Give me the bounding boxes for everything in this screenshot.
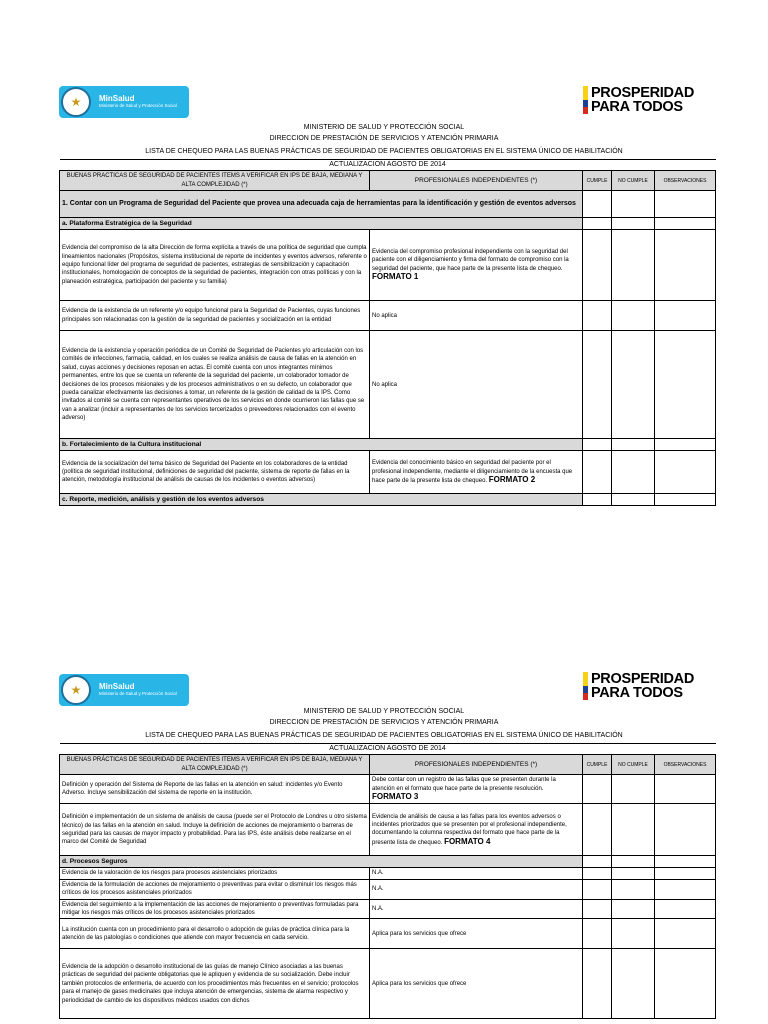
format-label: FORMATO 3 bbox=[372, 792, 419, 802]
observaciones-cell[interactable] bbox=[655, 331, 716, 439]
table-row bbox=[60, 804, 716, 856]
cumple-cell[interactable] bbox=[583, 191, 612, 218]
no-cumple-cell[interactable] bbox=[612, 919, 655, 949]
document-header bbox=[0, 122, 768, 157]
subsection-c: c. Reporte, medición, análisis y gestión de los eventos adversos bbox=[60, 494, 583, 506]
col-no-cumple: NO CUMPLE bbox=[612, 171, 655, 191]
minsalud-logo bbox=[59, 86, 189, 118]
independent-text: Aplica para los servicios que ofrece bbox=[370, 919, 583, 949]
requirement-text: Evidencia de la adopción o desarrollo institucional de las guías de manejo Clínico asociadas a las buenas prácticas de seguridad del paciente obligatorias que le apliquen y evidencia de su socialización. Debe incluir también protocolos de enfermería, de acuerdo con los procedimientos más frecuentes en el servicio; protocolos para el manejo de gases medicinales que incluya atención de emergencias, sistema de alarma respectivo y periodicidad de cambio de los dispositivos médicos usados con dichos bbox=[60, 949, 370, 1019]
requirement-text: Definición e implementación de un sistema de análisis de causa (puede ser el Protocolo de Londres u otro sistema técnico) de las fallas en la atención en salud. Incluye la definición de acciones de mejoramiento o barreras de seguridad para las causas de mayor impacto y probabilidad. Para las IPS, éste análisis debe realizarse en el marco del Comité de Seguridad bbox=[60, 804, 370, 856]
cumple-cell[interactable] bbox=[583, 899, 612, 919]
colombia-flag-icon bbox=[583, 672, 588, 700]
table-row bbox=[60, 949, 716, 1019]
table-row bbox=[60, 451, 716, 494]
requirement-text: Evidencia del seguimiento a la implementación de las acciones de mejoramiento o preventivas formuladas para mitigar los riesgos más críticos de los procesos asistenciales priorizados bbox=[60, 899, 370, 919]
col-practices: BUENAS PRACTICAS DE SEGURIDAD DE PACIENTES ITEMS A VERIFICAR EN IPS DE BAJA, MEDIANA Y ALTA COMPLEJIDAD (*) bbox=[60, 171, 370, 191]
independent-text: N.A. bbox=[370, 899, 583, 919]
table-row bbox=[60, 775, 716, 804]
cumple-cell[interactable] bbox=[583, 775, 612, 804]
independent-text: Evidencia del conocimiento básico en seguridad del paciente por el profesional independiente, mediante el diligenciamiento de la encuesta que hace parte de la presente lista de chequeo. FORMATO 2 bbox=[370, 451, 583, 494]
observaciones-cell[interactable] bbox=[655, 899, 716, 919]
minsalud-logo bbox=[59, 674, 189, 706]
independent-text: No aplica bbox=[370, 331, 583, 439]
observaciones-cell[interactable] bbox=[655, 949, 716, 1019]
table-row bbox=[60, 301, 716, 331]
update-date: ACTUALIZACION AGOSTO DE 2014 bbox=[60, 160, 716, 171]
requirement-text: Evidencia de la formulación de acciones de mejoramiento o preventivas para evitar o disminuir los riesgos más críticos de los procesos asistenciales priorizados bbox=[60, 879, 370, 899]
col-independent: PROFESIONALES INDEPENDIENTES (*) bbox=[370, 171, 583, 191]
independent-text: Aplica para los servicios que ofrece bbox=[370, 949, 583, 1019]
no-cumple-cell[interactable] bbox=[612, 331, 655, 439]
observaciones-cell[interactable] bbox=[655, 230, 716, 301]
independent-text: Evidencia de análisis de causa a las fallas para los eventos adversos o incidentes priorizados que se presenten por el profesional independiente, documentando la columna respectiva del formato que hace parte de la presente lista de chequeo. FORMATO 4 bbox=[370, 804, 583, 856]
ministry-title: MINISTERIO DE SALUD Y PROTECCIÓN SOCIAL bbox=[303, 708, 465, 715]
no-cumple-cell[interactable] bbox=[612, 775, 655, 804]
no-cumple-cell[interactable] bbox=[612, 451, 655, 494]
table-row bbox=[60, 331, 716, 439]
observaciones-cell[interactable] bbox=[655, 191, 716, 218]
coat-of-arms-icon: ★ bbox=[61, 87, 91, 117]
observaciones-cell[interactable] bbox=[655, 879, 716, 899]
subsection-a: a. Plataforma Estratégica de la Seguridad bbox=[60, 218, 583, 230]
observaciones-cell[interactable] bbox=[655, 451, 716, 494]
col-practices: BUENAS PRÁCTICAS DE SEGURIDAD DE PACIENTES ITEMS A VERIFICAR EN IPS DE BAJA, MEDIANA Y ALTA COMPLEJIDAD (*) bbox=[60, 755, 370, 775]
requirement-text: Evidencia del compromiso de la alta Dirección de forma explícita a través de una política de seguridad que cumpla lineamientos nacionales (Propósitos, sistema institucional de reporte de incidentes y eventos adversos, referente o equipo funcional líder del programa de seguridad de pacientes, estrategias de sensibilización y capacitación institucionales, homologación de conceptos de la seguridad de pacientes, integración con otras políticas y con la planeación estratégica, participación del paciente y su familia) bbox=[60, 230, 370, 301]
no-cumple-cell[interactable] bbox=[612, 899, 655, 919]
independent-text: No aplica bbox=[370, 301, 583, 331]
requirement-text: Evidencia de la existencia y operación periódica de un Comité de Seguridad de Pacientes y/o articulación con los comités de infecciones, farmacia, calidad, en los cuales se realiza análisis de causa de fallas en la atención en salud, cuyas acciones y decisiones reposan en actas. El comité cuenta con unos integrantes mínimos permanentes, entre los que se cuenta un referente de la seguridad del paciente, un colaborador tomador de decisiones de los procesos misionales y de los procesos administrativos o en su defecto, un colaborador que pueda canalizar efectivamente las decisiones a tomar, un referente de la gestión de calidad de la IPS. Como invitados al comité se cuenta con representantes operativos de los servicios en donde ocurrieron las fallas que se van a analizar (incluir a representantes de los servicios tercerizados o preveedores relacionados con el evento adverso) bbox=[60, 331, 370, 439]
no-cumple-cell[interactable] bbox=[612, 949, 655, 1019]
col-no-cumple: NO CUMPLE bbox=[612, 755, 655, 775]
document-header bbox=[0, 706, 768, 741]
cumple-cell[interactable] bbox=[583, 879, 612, 899]
observaciones-cell[interactable] bbox=[655, 868, 716, 879]
direction-title: DIRECCION DE PRESTACIÓN DE SERVICIOS Y ATENCIÓN PRIMARIA bbox=[269, 719, 499, 726]
cumple-cell[interactable] bbox=[583, 301, 612, 331]
subsection-b: b. Fortalecimiento de la Cultura institucional bbox=[60, 439, 583, 451]
no-cumple-cell[interactable] bbox=[612, 868, 655, 879]
cumple-cell[interactable] bbox=[583, 919, 612, 949]
cumple-cell[interactable] bbox=[583, 868, 612, 879]
requirement-text: Evidencia de la socialización del tema básico de Seguridad del Paciente en los colaboradores de la entidad (política de seguridad institucional, definiciones de seguridad del paciente, sistema de reporte de fallas en la atención, metodología institucional de análisis de causas de los incidentes o eventos adversos) bbox=[60, 451, 370, 494]
coat-of-arms-icon: ★ bbox=[61, 675, 91, 705]
observaciones-cell[interactable] bbox=[655, 919, 716, 949]
logo-line-1: PROSPERIDAD bbox=[590, 85, 694, 101]
cumple-cell[interactable] bbox=[583, 230, 612, 301]
colombia-flag-icon bbox=[583, 86, 588, 114]
observaciones-cell[interactable] bbox=[655, 775, 716, 804]
format-label: FORMATO 2 bbox=[488, 474, 536, 484]
page-1 bbox=[0, 0, 768, 506]
subsection-d: d. Procesos Seguros bbox=[60, 856, 583, 868]
logo-line-1: PROSPERIDAD bbox=[590, 671, 694, 687]
col-cumple: CUMPLE bbox=[583, 755, 612, 775]
observaciones-cell[interactable] bbox=[655, 301, 716, 331]
checklist-table-1 bbox=[59, 159, 716, 506]
independent-text: N.A. bbox=[370, 879, 583, 899]
table-row bbox=[60, 919, 716, 949]
logo-line-2: PARA TODOS bbox=[590, 685, 683, 701]
page-2 bbox=[0, 588, 768, 1019]
col-cumple: CUMPLE bbox=[583, 171, 612, 191]
checklist-title: LISTA DE CHEQUEO PARA LAS BUENAS PRÁCTICAS DE SEGURIDAD DE PACIENTES OBLIGATORIAS EN EL SISTEMA ÚNICO DE HABILITACIÓN bbox=[145, 148, 623, 155]
independent-text: Debe contar con un registro de las fallas que se presenten durante la atención en el formato que hace parte de la presente resolución. FORMATO 3 bbox=[370, 775, 583, 804]
ministry-title: MINISTERIO DE SALUD Y PROTECCIÓN SOCIAL bbox=[303, 124, 465, 131]
logo-brand: MinSalud bbox=[99, 94, 135, 104]
format-label: FORMATO 1 bbox=[372, 272, 419, 282]
logo-subtitle: Ministerio de Salud y Protección Social bbox=[99, 691, 177, 697]
col-independent: PROFESIONALES INDEPENDIENTES (*) bbox=[370, 755, 583, 775]
no-cumple-cell[interactable] bbox=[612, 191, 655, 218]
prosperidad-logo bbox=[583, 86, 694, 114]
requirement-text: La institución cuenta con un procedimiento para el desarrollo o adopción de guías de práctica clínica para la atención de las patologías o condiciones que atiende con mayor frecuencia en cada servicio. bbox=[60, 919, 370, 949]
logo-brand: MinSalud bbox=[99, 682, 135, 692]
col-observaciones: OBSERVACIONES bbox=[655, 171, 716, 191]
checklist-table-2 bbox=[59, 743, 716, 1019]
table-row bbox=[60, 868, 716, 879]
checklist-title: LISTA DE CHEQUEO PARA LAS BUENAS PRÁCTICAS DE SEGURIDAD DE PACIENTES OBLIGATORIAS EN EL SISTEMA ÚNICO DE HABILITACIÓN bbox=[145, 732, 623, 739]
no-cumple-cell[interactable] bbox=[612, 230, 655, 301]
independent-text: Evidencia del compromiso profesional independiente con la seguridad del paciente con el diligenciamiento y firma del formato de compromiso con la seguridad del paciente, que hace parte de la presente lista de chequeo. FORMATO 1 bbox=[370, 230, 583, 301]
cumple-cell[interactable] bbox=[583, 949, 612, 1019]
requirement-text: Evidencia de la valoración de los riesgos para procesos asistenciales priorizados bbox=[60, 868, 370, 879]
section-1-title: 1. Contar con un Programa de Seguridad del Paciente que provea una adecuada caja de herramientas para la identificación y gestión de eventos adversos bbox=[60, 191, 583, 218]
cumple-cell[interactable] bbox=[583, 451, 612, 494]
table-row bbox=[60, 899, 716, 919]
update-date: ACTUALIZACION AGOSTO DE 2014 bbox=[60, 744, 716, 755]
requirement-text: Evidencia de la existencia de un referente y/o equipo funcional para la Seguridad de Pacientes, cuyas funciones principales son relacionadas con la gestión de la seguridad de pacientes y socialización en la entidad bbox=[60, 301, 370, 331]
observaciones-cell[interactable] bbox=[655, 804, 716, 856]
no-cumple-cell[interactable] bbox=[612, 879, 655, 899]
col-observaciones: OBSERVACIONES bbox=[655, 755, 716, 775]
logo-line-2: PARA TODOS bbox=[590, 99, 683, 115]
no-cumple-cell[interactable] bbox=[612, 301, 655, 331]
table-row bbox=[60, 879, 716, 899]
cumple-cell[interactable] bbox=[583, 804, 612, 856]
independent-text: N.A. bbox=[370, 868, 583, 879]
format-label: FORMATO 4 bbox=[444, 836, 491, 846]
prosperidad-logo bbox=[583, 672, 694, 700]
table-row bbox=[60, 230, 716, 301]
cumple-cell[interactable] bbox=[583, 331, 612, 439]
logo-subtitle: Ministerio de Salud y Protección Social bbox=[99, 103, 177, 109]
requirement-text: Definición y operación del Sistema de Reporte de las fallas en la atención en salud: incidentes y/o Evento Adverso. Incluye sensibilización del sistema de reporte en la institución. bbox=[60, 775, 370, 804]
direction-title: DIRECCION DE PRESTACIÓN DE SERVICIOS Y ATENCIÓN PRIMARIA bbox=[269, 135, 499, 142]
no-cumple-cell[interactable] bbox=[612, 804, 655, 856]
